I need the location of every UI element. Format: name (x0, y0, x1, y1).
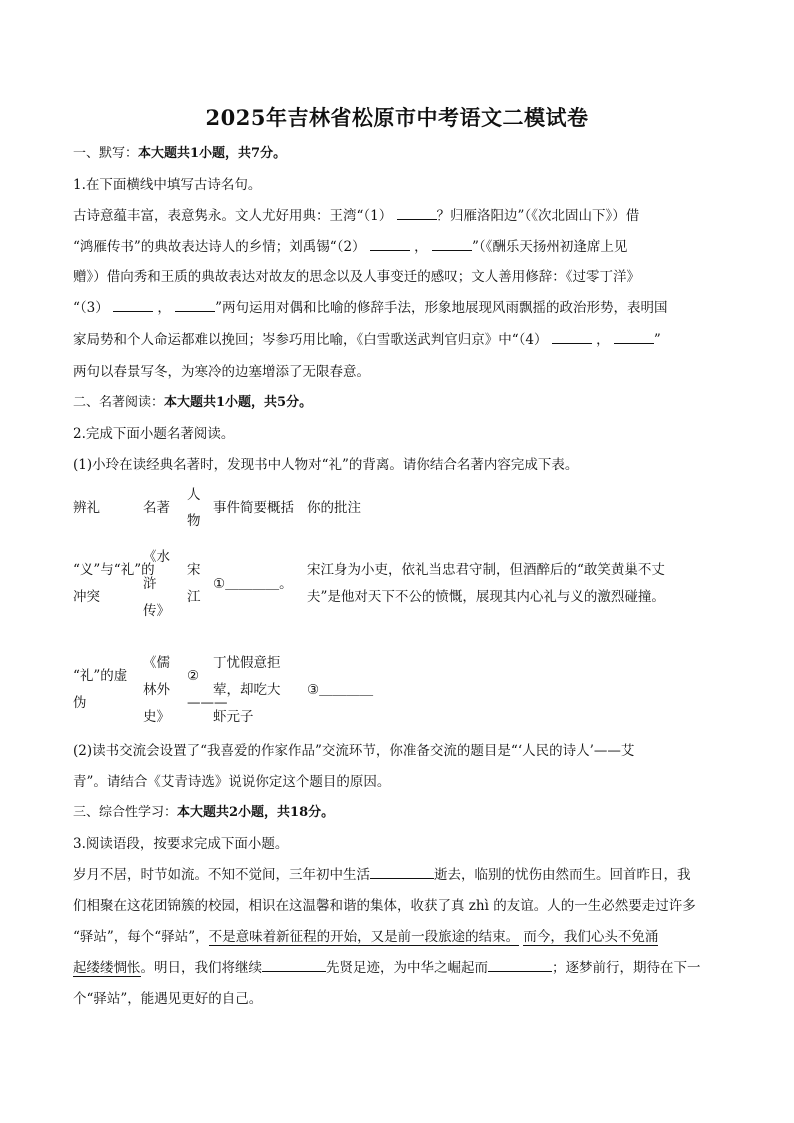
q3-paragraph-line-3 (73, 927, 723, 947)
text-span: 逝去，临别的忧伤由然而生。回首昨日，我 (434, 867, 691, 883)
section-1-heading (73, 144, 723, 164)
table-header: 事件简要概括 (213, 499, 294, 516)
answer-blank-3a[interactable] (113, 298, 153, 312)
underlined-sentence-2-end: 起缕缕惆怅 (73, 960, 141, 976)
answer-blank-7[interactable] (488, 958, 552, 972)
table-cell-answer-1[interactable]: ①＿＿＿＿。 (213, 575, 293, 592)
cell-text: 《水浒传》 (143, 548, 170, 619)
answer-blank-2a[interactable] (370, 237, 410, 251)
q1-paragraph-line-5 (73, 330, 723, 350)
text-span: ？归雁洛阳边”（《次北固山下》）借 (436, 208, 640, 224)
answer-blank-5[interactable] (370, 865, 434, 879)
text-span: ” (653, 332, 661, 348)
cell-text: 丁忧假意拒荤，却吃大虾元子 (213, 654, 281, 725)
table-cell (187, 534, 207, 634)
section-1-score: 本大题共1小题，共7分。 (138, 146, 287, 161)
text-span: “（3） (73, 300, 109, 316)
q3-paragraph-line-4 (73, 958, 723, 978)
answer-blank-3b[interactable] (175, 298, 215, 312)
text-span: ；逐梦前行，期待在下一 (552, 960, 701, 976)
q1-paragraph-line-3: 赠》）借向秀和王质的典故表达对故友的思念以及人事变迁的感叹；文人善用修辞：《过零丁洋》 (73, 269, 640, 285)
text-span: 古诗意蕴丰富，表意隽永。文人尤好用典：王湾“（1） (73, 208, 393, 224)
answer-blank-4a[interactable] (552, 330, 592, 344)
table-header-text: 人物 (187, 487, 201, 529)
text-span: ， (596, 332, 610, 348)
text-span: 家局势和个人命运都难以挽回；岑参巧用比喻，《白雪歌送武判官归京》中“（4） (73, 332, 548, 348)
underlined-sentence-1: 不是意味着新征程的开始，又是前一段旅途的结束。 (208, 929, 520, 945)
cell-text: 宋江 (187, 562, 201, 605)
table-header: 名著 (143, 499, 170, 516)
table-header (187, 482, 207, 534)
section-1-label: 一、默写： (73, 146, 139, 161)
q1-paragraph-line-6: 两句以春景写冬，为寒冷的边塞增添了无限春意。 (73, 364, 370, 380)
text-span: 。明日，我们将继续 (140, 960, 262, 976)
section-3-heading (73, 803, 723, 823)
text-span: ， (414, 239, 428, 255)
answer-blank-6[interactable] (262, 958, 326, 972)
table-cell (143, 534, 187, 634)
q2-sub-2-line-2: 青”。请结合《艾青诗选》说说你定这个题目的原因。 (73, 774, 391, 790)
answer-blank-1[interactable] (397, 206, 437, 220)
cell-text: “义”与“礼”的冲突 (73, 562, 155, 605)
cell-text: “礼”的虚伪 (73, 668, 128, 711)
text-span: 先贤足迹，为中华之崛起而 (326, 960, 488, 976)
table-cell (307, 534, 717, 634)
answer-blank-4b[interactable] (614, 330, 654, 344)
text-span: “鸿雁传书”的典故表达诗人的乡情；刘禹锡“（2） (73, 239, 366, 255)
q2-sub-1: (1)小玲在读经典名著时，发现书中人物对“礼”的背离。请你结合名著内容完成下表。 (73, 457, 579, 473)
cell-text: ②——— (187, 668, 228, 711)
section-2-score: 本大题共1小题，共5分。 (164, 395, 313, 410)
underlined-sentence-2: 而今，我们心头不免涌 (523, 929, 659, 945)
table-header: 辨礼 (73, 499, 100, 516)
text-span: 岁月不居，时节如流。不知不觉间，三年初中生活 (73, 867, 370, 883)
q2-sub-2-line-1: (2)读书交流会设置了“我喜爱的作家作品”交流环节，你准备交流的题目是“‘人民的诗人’——艾 (73, 743, 635, 759)
q3-paragraph-line-5: 个“驿站”，能遇见更好的自己。 (73, 991, 263, 1007)
table-cell (143, 634, 187, 746)
table-cell-answer-3[interactable]: ③＿＿＿＿ (307, 681, 374, 698)
text-span: ”（《酬乐天扬州初逢席上见 (471, 239, 628, 255)
text-span: “驿站”，每个“驿站”， (73, 929, 209, 945)
q1-paragraph-line-1 (73, 206, 723, 226)
cell-text: 《儒林外史》 (143, 654, 170, 725)
table-header-row (73, 482, 717, 534)
question-3: 3.阅读语段，按要求完成下面小题。 (73, 836, 289, 852)
q3-paragraph-line-2: 们相聚在这花团锦簇的校园，相识在这温馨和谐的集体，收获了真 zhì 的友谊。人的一生必然要走过许多 (73, 898, 696, 914)
table-header: 你的批注 (307, 499, 361, 516)
table-row (73, 634, 717, 746)
text-span: ”两句运用对偶和比喻的修辞手法，形象地展现风雨飘摇的政治形势，表明国 (215, 300, 668, 316)
question-2: 2.完成下面小题名著阅读。 (73, 426, 235, 442)
question-1: 1.在下面横线中填写古诗名句。 (73, 177, 262, 193)
q1-paragraph-line-2 (73, 237, 723, 257)
page-title: 2025年吉林省松原市中考语文二模试卷 (205, 105, 589, 130)
section-3-score: 本大题共2小题，共18分。 (177, 805, 335, 820)
q1-paragraph-line-4 (73, 298, 723, 318)
q3-paragraph-line-1 (73, 865, 723, 885)
text-span: ， (157, 300, 171, 316)
table-cell (73, 634, 143, 746)
table-cell (207, 634, 307, 746)
section-3-label: 三、综合性学习： (73, 805, 178, 820)
answer-blank-2b[interactable] (432, 237, 472, 251)
table-cell-answer-2[interactable] (187, 634, 228, 746)
table-cell (73, 534, 155, 634)
reading-table (73, 482, 717, 746)
section-2-label: 二、名著阅读： (73, 395, 165, 410)
table-row (73, 534, 717, 634)
section-2-heading (73, 393, 723, 413)
cell-text: 宋江身为小吏，依礼当忠君守制，但酒醉后的“敢笑黄巢不丈夫”是他对天下不公的愤慨，展现其内心礼与义的激烈碰撞。 (307, 562, 665, 605)
